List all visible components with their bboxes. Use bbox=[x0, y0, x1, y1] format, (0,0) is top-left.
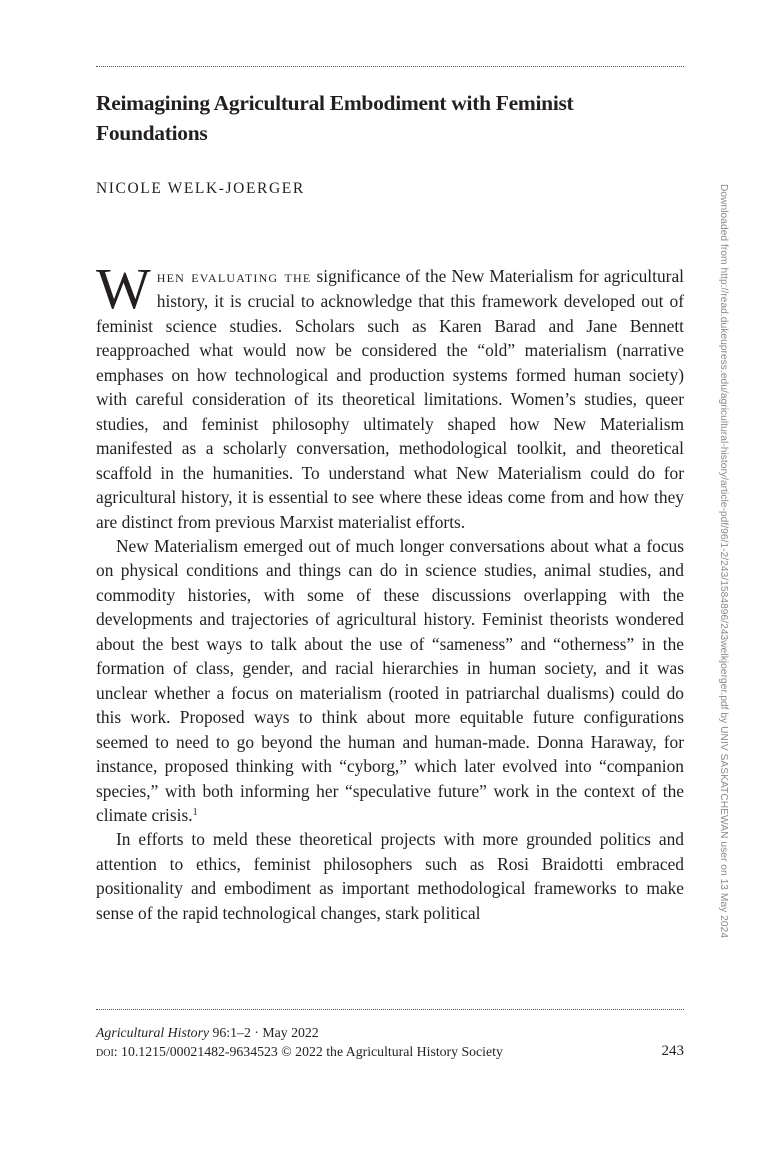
small-caps-lead: hen evaluating the bbox=[156, 267, 312, 286]
journal-line bbox=[96, 1023, 684, 1042]
page-number: 243 bbox=[661, 1043, 684, 1059]
footnote-ref[interactable]: 1 bbox=[192, 806, 198, 818]
paragraph-1-text: significance of the New Materialism for agricultural history, it is crucial to acknowledge that this framework developed out of feminist science studies. Scholars such as Karen Barad and Jane Bennett reapproached what would now be considered the “old” materialism (narrative emphases on how technological and production systems formed human society) with careful consideration of its theoretical limitations. Women’s studies, queer studies, and feminist philosophy ultimately shaped how New Materialism manifested as a scholarly conversation, methodological toolkit, and theoretical scaffold in the humanities. To understand what New Materialism could do for agricultural history, it is essential to see where these ideas come from and how they are distinct from previous Marxist materialist efforts. bbox=[96, 266, 684, 532]
paragraph-2-text: New Materialism emerged out of much longer conversations about what a focus on physical conditions and things can do in science studies, animal studies, and commodity histories, with some of these discussions overlapping with the developments and trajectories of agricultural history. Feminist theorists wondered about the best ways to talk about the use of “sameness” and “otherness” in the formation of class, gender, and racial hierarchies in human society, and it was unclear whether a focus on materialism (rooted in patriarchal dualisms) could do this work. Proposed ways to think about more equitable future configurations seemed to need to go beyond the human and human-made. Donna Haraway, for instance, proposed thinking with “cyborg,” which later evolved into “companion species,” with both informing her “speculative future” work in the context of the climate crisis. bbox=[96, 535, 684, 825]
page-footer bbox=[96, 1023, 684, 1061]
paragraph-3 bbox=[96, 827, 684, 925]
article-author: NICOLE WELK-JOERGER bbox=[96, 180, 305, 197]
article-title: Reimagining Agricultural Embodiment with Feminist Foundations bbox=[96, 91, 574, 145]
bottom-rule bbox=[96, 1009, 684, 1010]
drop-cap: W bbox=[96, 256, 151, 321]
journal-name: Agricultural History bbox=[96, 1025, 210, 1040]
doi-value[interactable]: 10.1215/00021482-9634523 © 2022 the Agricultural History Society bbox=[117, 1044, 503, 1059]
paragraph-2 bbox=[96, 534, 684, 827]
article-body bbox=[96, 256, 684, 925]
paragraph-1 bbox=[96, 256, 684, 534]
doi-line bbox=[96, 1042, 684, 1061]
journal-issue: 96:1–2 · May 2022 bbox=[209, 1025, 319, 1040]
paragraph-3-text: In efforts to meld these theoretical projects with more grounded politics and attention to ethics, feminist philosophers such as Rosi Braidotti embraced positionality and embodiment as important methodological frameworks to make sense of the rapid technological changes, stark political bbox=[96, 829, 684, 923]
top-rule bbox=[96, 66, 684, 67]
doi-block bbox=[96, 1042, 503, 1061]
download-notice-text: Downloaded from http://read.dukeupress.edu/agricultural-history/article-pdf/96/1-2/243/1584896/243welkjoerger.pdf by UNIV SASKATCHEWAN user on 13 May 2024 bbox=[718, 184, 729, 939]
doi-label: doi: bbox=[96, 1044, 118, 1059]
